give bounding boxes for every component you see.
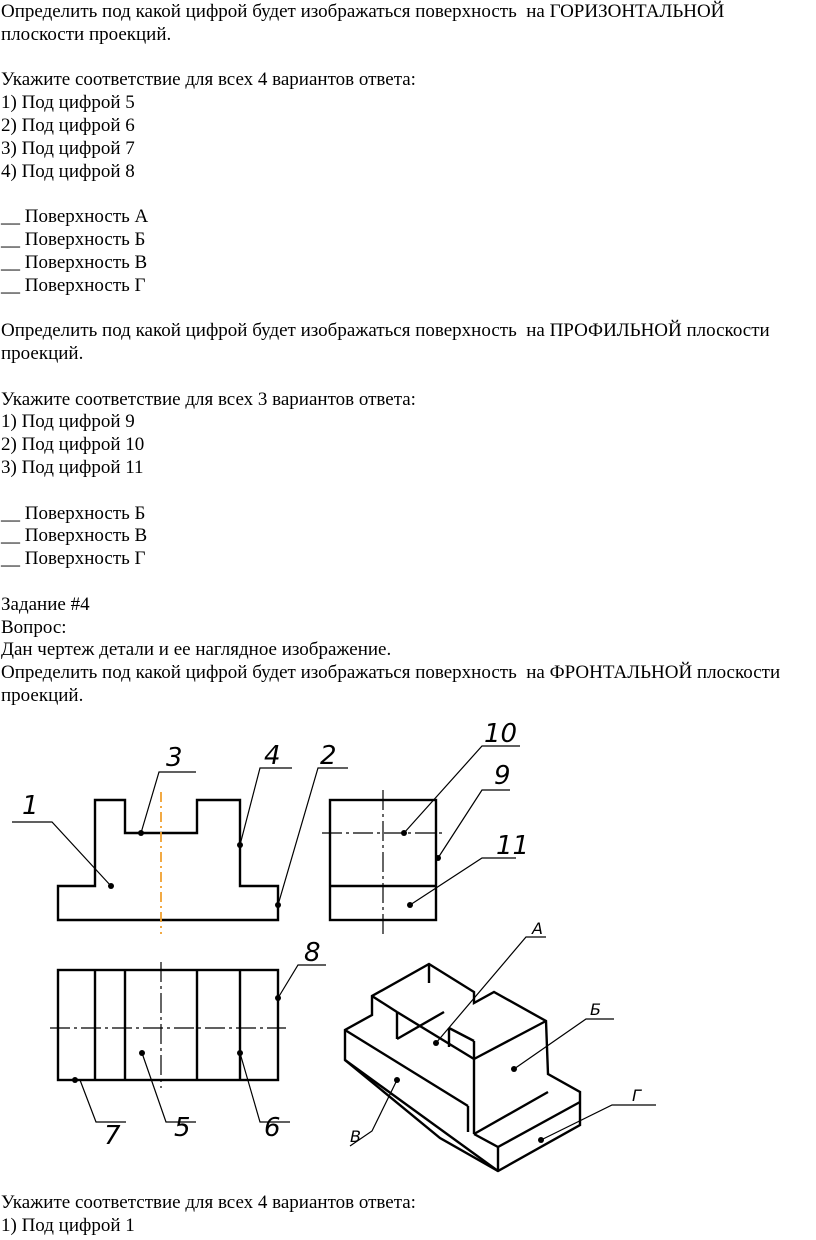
- label-9: 9: [494, 761, 511, 791]
- match-item[interactable]: __ Поверхность В: [1, 251, 148, 273]
- match-item[interactable]: __ Поверхность Г: [1, 274, 146, 296]
- label-v: В: [350, 1127, 361, 1146]
- label-5: 5: [174, 1113, 191, 1143]
- task-number: Задание #4: [1, 593, 90, 615]
- match-item[interactable]: __ Поверхность В: [1, 525, 148, 547]
- question-label: Вопрос:: [1, 616, 67, 638]
- option-item: 1) Под цифрой 1: [1, 1214, 135, 1236]
- label-4: 4: [264, 741, 281, 771]
- question-horizontal-instruction: Укажите соответствие для всех 4 вариантов ответа:: [1, 69, 416, 91]
- option-item: 2) Под цифрой 10: [1, 434, 145, 456]
- isometric-view: [345, 964, 580, 1171]
- drawing-svg: [0, 712, 816, 1182]
- label-3: 3: [166, 743, 183, 773]
- label-11: 11: [496, 831, 530, 861]
- front-view-outline: [58, 800, 278, 920]
- match-item[interactable]: __ Поверхность Б: [1, 228, 146, 250]
- tail-instruction: Укажите соответствие для всех 4 вариантов ответа:: [1, 1192, 416, 1213]
- option-item: 1) Под цифрой 9: [1, 411, 135, 433]
- label-1: 1: [22, 791, 39, 821]
- option-item: 2) Под цифрой 6: [1, 114, 135, 136]
- option-item: 3) Под цифрой 7: [1, 137, 135, 159]
- label-10: 10: [484, 719, 518, 749]
- question-profile-line-2: проекций.: [1, 342, 84, 364]
- label-7: 7: [104, 1121, 121, 1151]
- technical-drawing: [0, 712, 816, 1182]
- question-profile-instruction: Укажите соответствие для всех 3 вариантов ответа:: [1, 388, 416, 410]
- task-text-line-1: Дан чертеж детали и ее наглядное изображение.: [1, 639, 392, 661]
- question-horizontal-line-2: плоскости проекций.: [1, 23, 172, 45]
- label-b: Б: [590, 1000, 601, 1019]
- option-item: 4) Под цифрой 8: [1, 160, 135, 182]
- match-item[interactable]: __ Поверхность Б: [1, 502, 146, 524]
- question-profile-line-1: Определить под какой цифрой будет изображаться поверхность на ПРОФИЛЬНОЙ плоскости: [1, 320, 770, 342]
- option-item: 1) Под цифрой 5: [1, 92, 135, 114]
- top-view-outline: [58, 970, 278, 1080]
- match-item[interactable]: __ Поверхность А: [1, 206, 149, 228]
- label-6: 6: [264, 1113, 281, 1143]
- label-8: 8: [304, 938, 321, 968]
- label-2: 2: [320, 741, 337, 771]
- document-text: [1, 1, 815, 708]
- question-horizontal-line-1: Определить под какой цифрой будет изображаться поверхность на ГОРИЗОНТАЛЬНОЙ: [1, 1, 725, 22]
- label-a: А: [532, 919, 543, 938]
- label-g: Г: [632, 1086, 641, 1105]
- option-item: 3) Под цифрой 11: [1, 456, 144, 478]
- task-text-line-2: Определить под какой цифрой будет изображаться поверхность на ФРОНТАЛЬНОЙ плоскости: [1, 662, 781, 684]
- task-text-line-3: проекций.: [1, 684, 84, 706]
- document-tail: [1, 1192, 815, 1238]
- match-item[interactable]: __ Поверхность Г: [1, 548, 146, 570]
